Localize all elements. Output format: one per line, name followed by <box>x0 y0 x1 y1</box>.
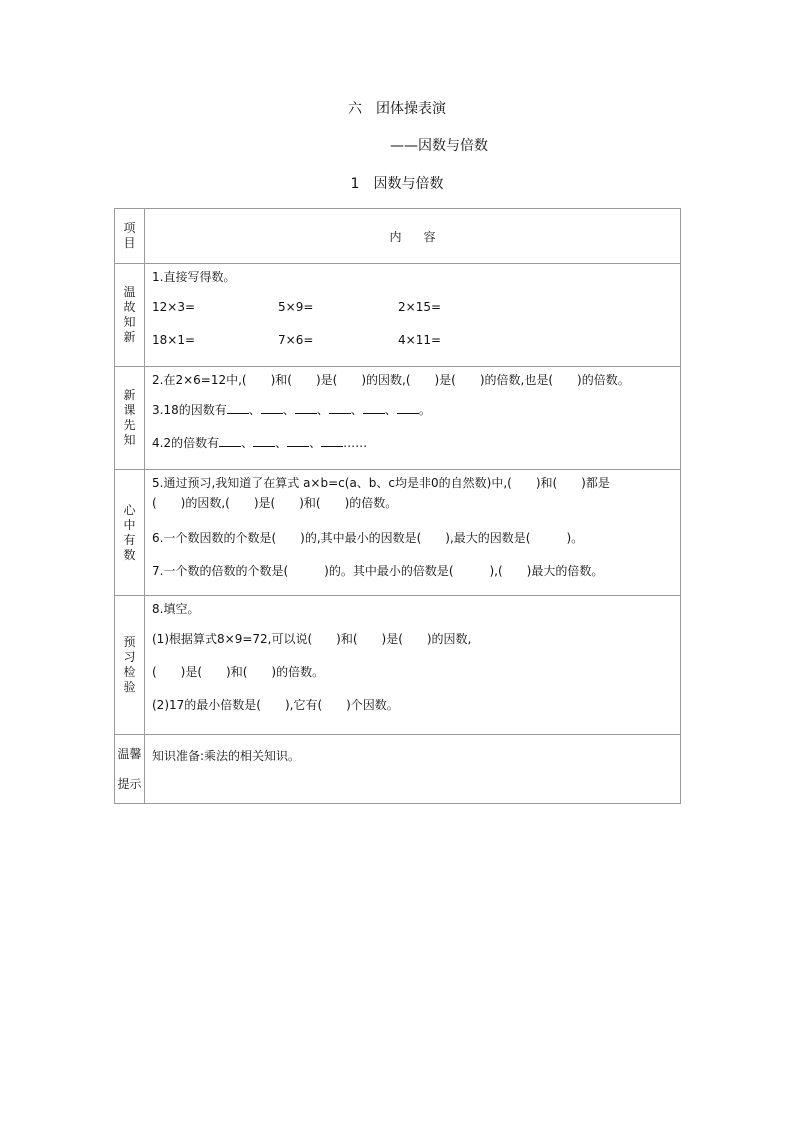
separator: 、 <box>384 403 397 417</box>
question-8: 8.填空。 <box>152 602 200 616</box>
answer-blank[interactable] <box>253 434 275 447</box>
header-content-label-b: 容 <box>423 229 436 244</box>
calc-row-1 <box>152 298 674 331</box>
mind-row <box>115 470 681 596</box>
separator: 、 <box>309 436 322 450</box>
new-lesson-side-cell <box>115 367 145 470</box>
answer-blank[interactable] <box>227 401 249 414</box>
answer-blank[interactable] <box>261 401 283 414</box>
mind-side-label: 心中有数 <box>123 502 136 562</box>
header-side-label: 项目 <box>123 221 136 250</box>
lesson-number: 1 <box>350 176 360 192</box>
calc-item: 12×3= <box>152 300 196 314</box>
separator: 、 <box>350 403 363 417</box>
question-4-end: …… <box>343 436 368 450</box>
question-3 <box>152 401 674 434</box>
calc-item: 2×15= <box>398 300 442 314</box>
chapter-subtitle: ——因数与倍数 <box>390 138 488 154</box>
review-row <box>115 264 681 367</box>
mind-content-cell <box>145 470 681 596</box>
tip-text: 知识准备:乘法的相关知识。 <box>152 749 301 763</box>
calc-item: 18×1= <box>152 333 196 347</box>
calc-item: 4×11= <box>398 333 442 347</box>
chapter-number: 六 <box>348 101 362 117</box>
question-8-1-line-2: ( )是( )和( )的倍数。 <box>152 665 325 679</box>
preview-side-label: 预习检验 <box>123 635 136 694</box>
answer-blank[interactable] <box>219 434 241 447</box>
question-5-line-2: ( )的因数,( )是( )和( )的倍数。 <box>152 496 398 510</box>
header-side-cell <box>115 209 145 264</box>
worksheet-table <box>114 208 681 804</box>
new-lesson-row <box>115 367 681 470</box>
separator: 、 <box>241 436 254 450</box>
question-8-2: (2)17的最小倍数是( ),它有( )个因数。 <box>152 698 399 712</box>
header-content-cell <box>145 209 681 264</box>
separator: 、 <box>316 403 329 417</box>
new-lesson-content-cell <box>145 367 681 470</box>
question-2: 2.在2×6=12中,( )和( )是( )的因数,( )是( )的倍数,也是( )的倍数。 <box>152 373 630 387</box>
lesson-name: 因数与倍数 <box>373 176 444 192</box>
tip-side-label-a: 温馨 <box>117 747 142 761</box>
answer-blank[interactable] <box>397 401 419 414</box>
calc-item: 5×9= <box>278 300 314 314</box>
calc-item: 7×6= <box>278 333 314 347</box>
mind-side-cell <box>115 470 145 596</box>
tip-side-cell <box>115 735 145 804</box>
new-lesson-side-label: 新课先知 <box>123 388 136 447</box>
chapter-name: 团体操表演 <box>376 101 446 117</box>
answer-blank[interactable] <box>287 434 309 447</box>
question-6: 6.一个数因数的个数是( )的,其中最小的因数是( ),最大的因数是( )。 <box>152 531 584 545</box>
answer-blank[interactable] <box>321 434 343 447</box>
tip-content-cell <box>145 735 681 804</box>
question-3-prefix: 3.18的因数有 <box>152 403 227 417</box>
question-4 <box>152 434 674 467</box>
question-7: 7.一个数的倍数的个数是( )的。其中最小的倍数是( ),( )最大的倍数。 <box>152 564 604 578</box>
review-side-label: 温故知新 <box>123 285 136 344</box>
review-side-cell <box>115 264 145 367</box>
review-content-cell <box>145 264 681 367</box>
tip-row <box>115 735 681 804</box>
question-1: 1.直接写得数。 <box>152 270 236 284</box>
preview-side-cell <box>115 596 145 735</box>
question-4-prefix: 4.2的倍数有 <box>152 436 220 450</box>
answer-blank[interactable] <box>363 401 385 414</box>
lesson-title <box>0 173 794 193</box>
question-5-line-1: 5.通过预习,我知道了在算式 a×b=c(a、b、c均是非0的自然数)中,( )和( )都是 <box>152 476 610 490</box>
calc-row-2 <box>152 331 674 364</box>
preview-content-cell <box>145 596 681 735</box>
header-row <box>115 209 681 264</box>
chapter-title <box>0 98 794 118</box>
tip-side-label-b: 提示 <box>117 777 142 791</box>
question-3-end: 。 <box>418 403 431 417</box>
separator: 、 <box>282 403 295 417</box>
question-8-1-line-1: (1)根据算式8×9=72,可以说( )和( )是( )的因数, <box>152 632 472 646</box>
separator: 、 <box>275 436 288 450</box>
header-content-label-a: 内 <box>389 229 402 244</box>
preview-row <box>115 596 681 735</box>
separator: 、 <box>248 403 261 417</box>
answer-blank[interactable] <box>329 401 351 414</box>
answer-blank[interactable] <box>295 401 317 414</box>
